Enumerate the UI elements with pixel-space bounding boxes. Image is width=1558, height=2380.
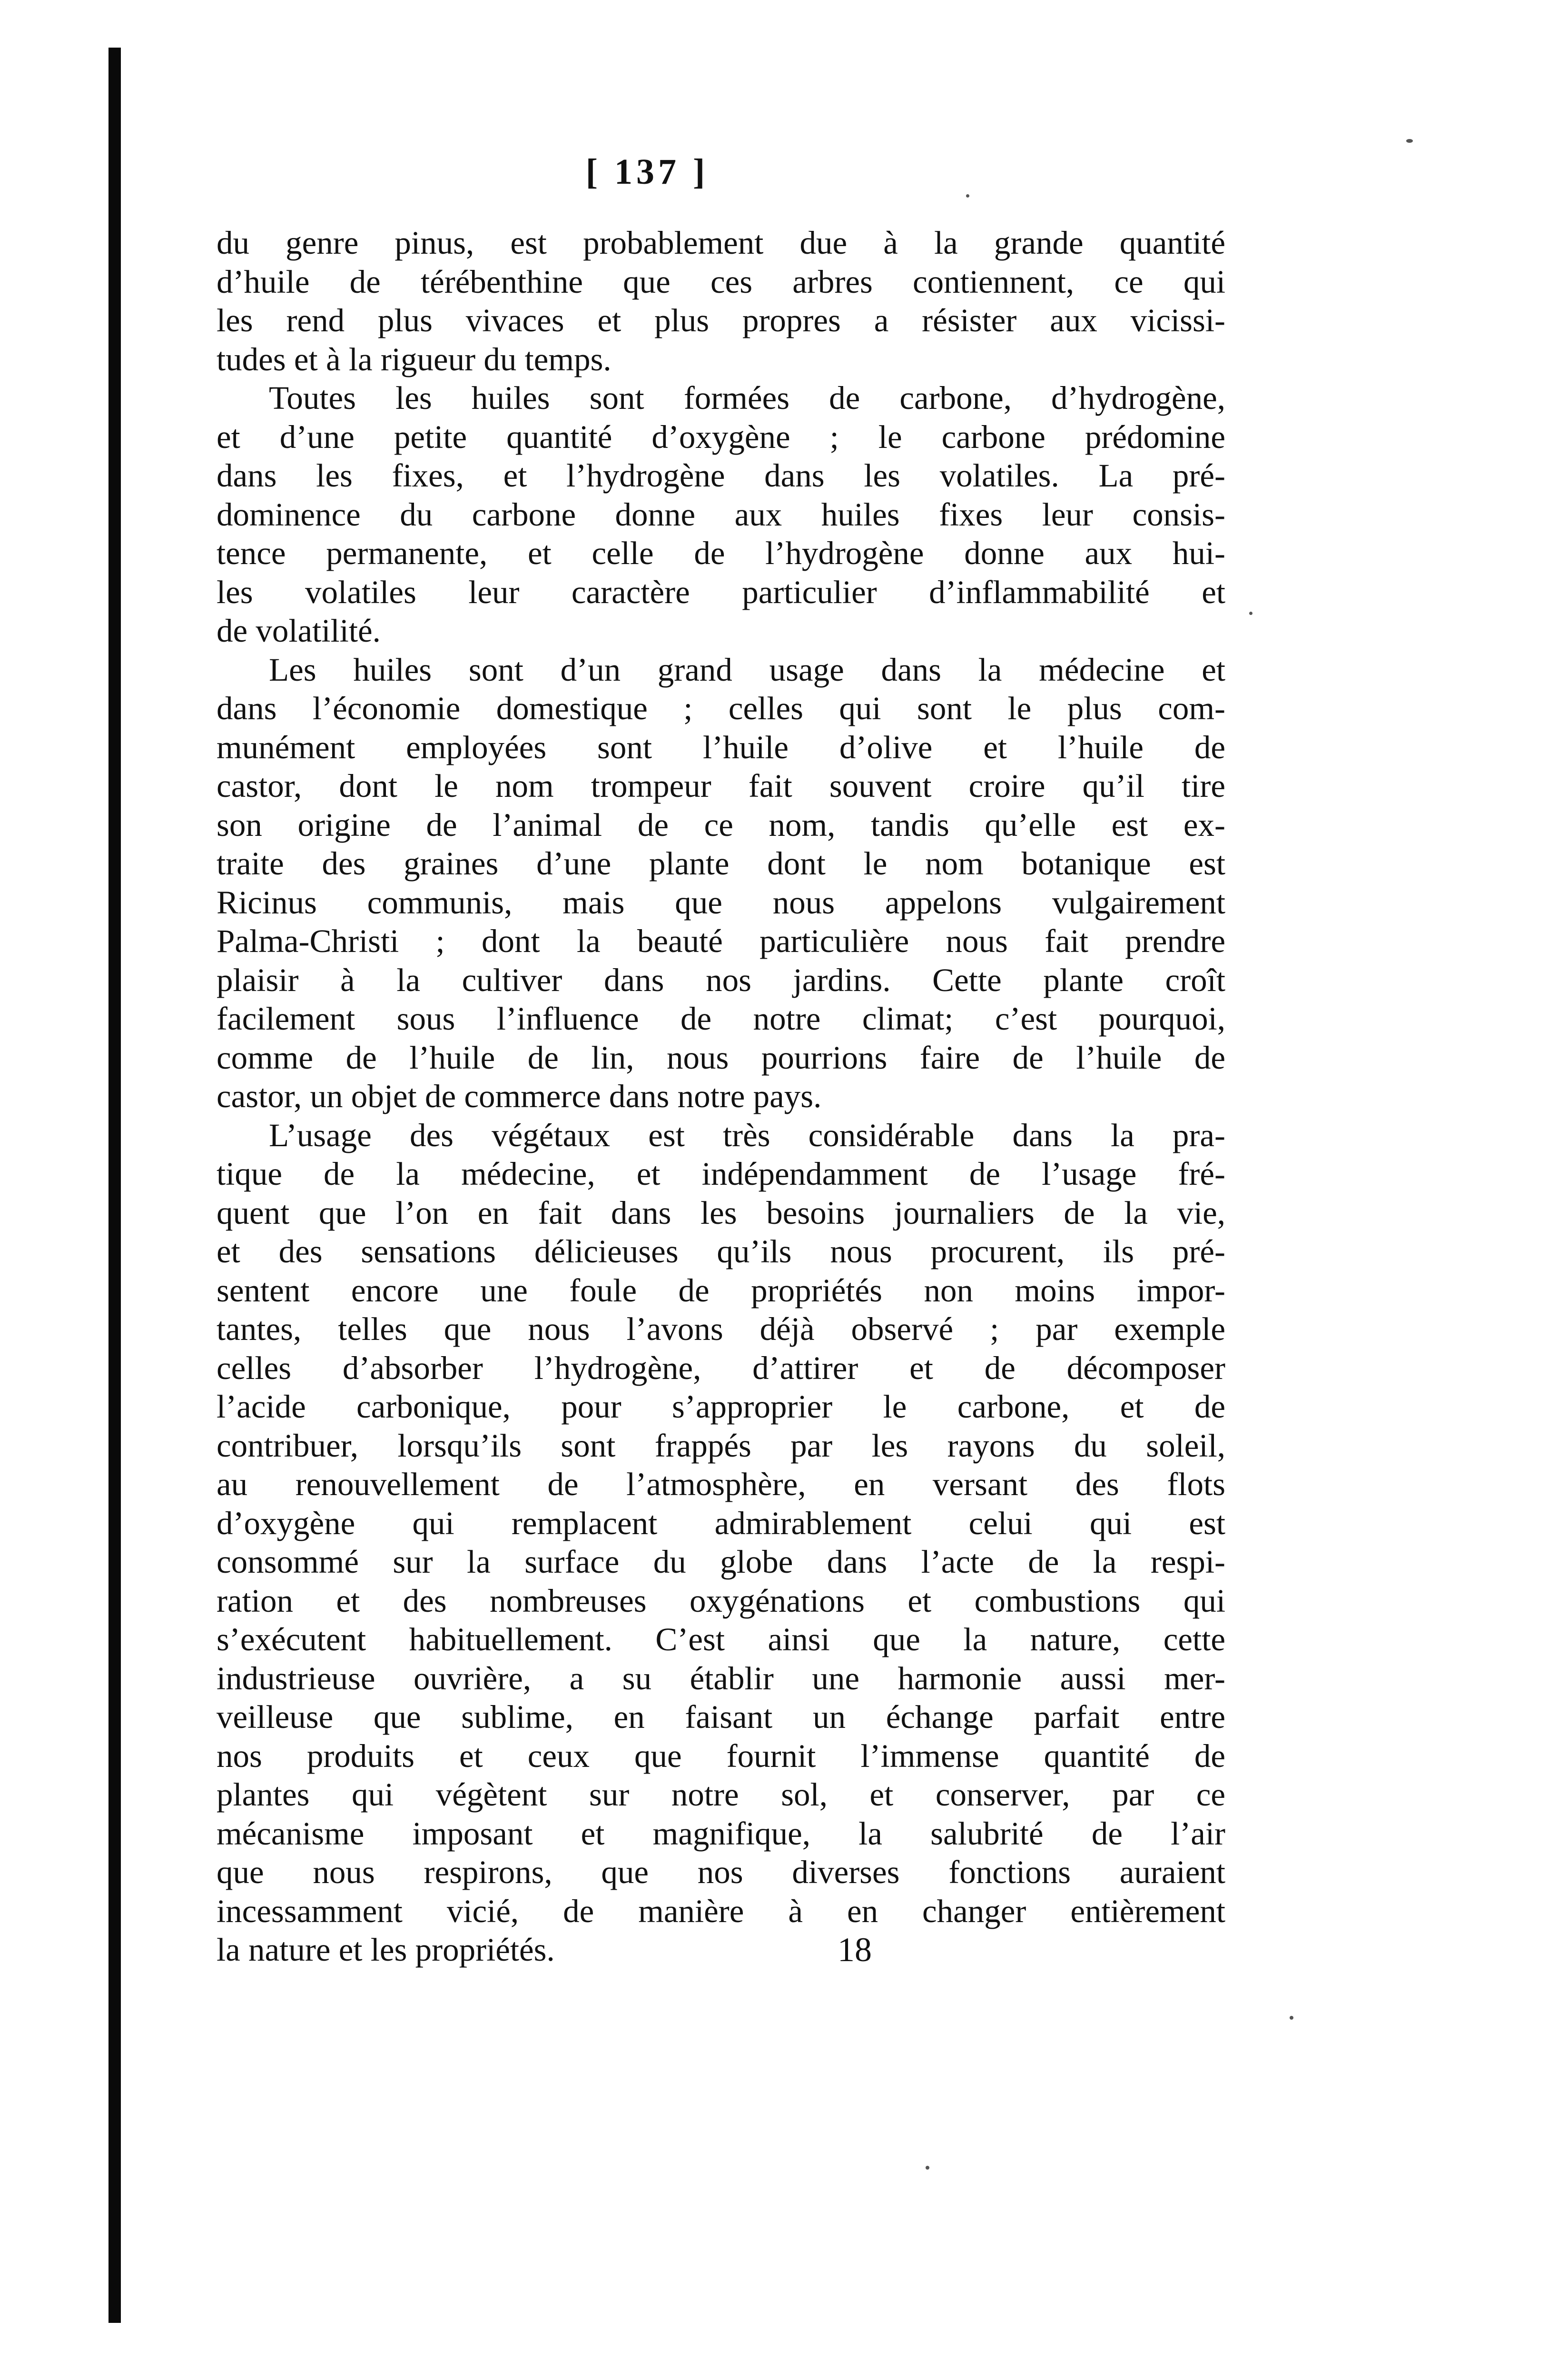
text-line: s’exécutent habituellement. C’est ainsi que la nature, cette	[217, 1621, 1225, 1657]
page-speck	[1406, 139, 1413, 143]
last-line	[217, 1931, 1225, 1970]
text-line: traite des graines d’une plante dont le nom botanique est	[217, 845, 1225, 882]
text-line: veilleuse que sublime, en faisant un échange parfait entre	[217, 1699, 1225, 1735]
text-line: castor, un objet de commerce dans notre pays.	[217, 1078, 822, 1114]
signature-mark: 18	[838, 1931, 872, 1969]
body-text	[217, 224, 1225, 1970]
text-line: son origine de l’animal de ce nom, tandis qu’elle est ex-	[217, 806, 1225, 843]
text-line: facilement sous l’influence de notre climat; c’est pourquoi,	[217, 1001, 1225, 1037]
text-line: l’acide carbonique, pour s’approprier le carbone, et de	[217, 1388, 1225, 1425]
text-line: les volatiles leur caractère particulier d’inflammabilité et	[217, 574, 1225, 610]
text-line: L’usage des végétaux est très considérable dans la pra-	[269, 1117, 1225, 1153]
text-line: ration et des nombreuses oxygénations et combustions qui	[217, 1582, 1225, 1619]
text-line: plaisir à la cultiver dans nos jardins. Cette plante croît	[217, 962, 1225, 998]
text-line: Toutes les huiles sont formées de carbone, d’hydrogène,	[269, 380, 1225, 416]
text-line: incessamment vicié, de manière à en changer entièrement	[217, 1893, 1225, 1929]
text-line: industrieuse ouvrière, a su établir une harmonie aussi mer-	[217, 1660, 1225, 1696]
text-line: les rend plus vivaces et plus propres a résister aux vicissi-	[217, 302, 1225, 338]
text-line: au renouvellement de l’atmosphère, en versant des flots	[217, 1466, 1225, 1502]
page-speck	[966, 194, 969, 198]
text-line: nos produits et ceux que fournit l’immense quantité de	[217, 1737, 1225, 1774]
page-header: [ 137 ]	[585, 152, 709, 192]
text-line: tantes, telles que nous l’avons déjà observé ; par exemple	[217, 1311, 1225, 1347]
text-line: munément employées sont l’huile d’olive et l’huile de	[217, 729, 1225, 765]
text-line: Les huiles sont d’un grand usage dans la médecine et	[269, 651, 1225, 688]
text-line: d’huile de térébenthine que ces arbres contiennent, ce qui	[217, 263, 1225, 300]
text-line: plantes qui végètent sur notre sol, et conserver, par ce	[217, 1776, 1225, 1813]
text-line: tudes et à la rigueur du temps.	[217, 341, 611, 377]
page-binding-edge	[108, 48, 121, 2323]
text-line: et des sensations délicieuses qu’ils nous procurent, ils pré-	[217, 1233, 1225, 1269]
text-line: consommé sur la surface du globe dans l’acte de la respi-	[217, 1544, 1225, 1580]
text-line: castor, dont le nom trompeur fait souvent croire qu’il tire	[217, 768, 1225, 804]
page-speck	[1249, 612, 1252, 615]
page-speck	[1290, 2016, 1293, 2020]
text-line: sentent encore une foule de propriétés non moins impor-	[217, 1272, 1225, 1309]
last-line-text: la nature et les propriétés.	[217, 1932, 555, 1968]
text-line: dans les fixes, et l’hydrogène dans les volatiles. La pré-	[217, 457, 1225, 494]
page-speck	[926, 2166, 929, 2170]
text-line: que nous respirons, que nos diverses fonctions auraient	[217, 1854, 1225, 1890]
text-line: et d’une petite quantité d’oxygène ; le carbone prédomine	[217, 418, 1225, 455]
text-line: comme de l’huile de lin, nous pourrions faire de l’huile de	[217, 1039, 1225, 1076]
text-line: de volatilité.	[217, 613, 381, 649]
text-line: celles d’absorber l’hydrogène, d’attirer et de décomposer	[217, 1349, 1225, 1386]
text-line: quent que l’on en fait dans les besoins journaliers de la vie,	[217, 1194, 1225, 1231]
text-line: dans l’économie domestique ; celles qui sont le plus com-	[217, 690, 1225, 726]
text-line: Ricinus communis, mais que nous appelons vulgairement	[217, 884, 1225, 921]
text-line: d’oxygène qui remplacent admirablement celui qui est	[217, 1505, 1225, 1541]
text-line: mécanisme imposant et magnifique, la salubrité de l’air	[217, 1815, 1225, 1852]
text-line: tique de la médecine, et indépendamment de l’usage fré-	[217, 1156, 1225, 1192]
text-line: tence permanente, et celle de l’hydrogène donne aux hui-	[217, 535, 1225, 571]
text-line: contribuer, lorsqu’ils sont frappés par les rayons du soleil,	[217, 1427, 1225, 1464]
text-line: Palma-Christi ; dont la beauté particulière nous fait prendre	[217, 923, 1225, 959]
text-line: du genre pinus, est probablement due à la grande quantité	[217, 225, 1225, 261]
text-line: dominence du carbone donne aux huiles fixes leur consis-	[217, 496, 1225, 533]
